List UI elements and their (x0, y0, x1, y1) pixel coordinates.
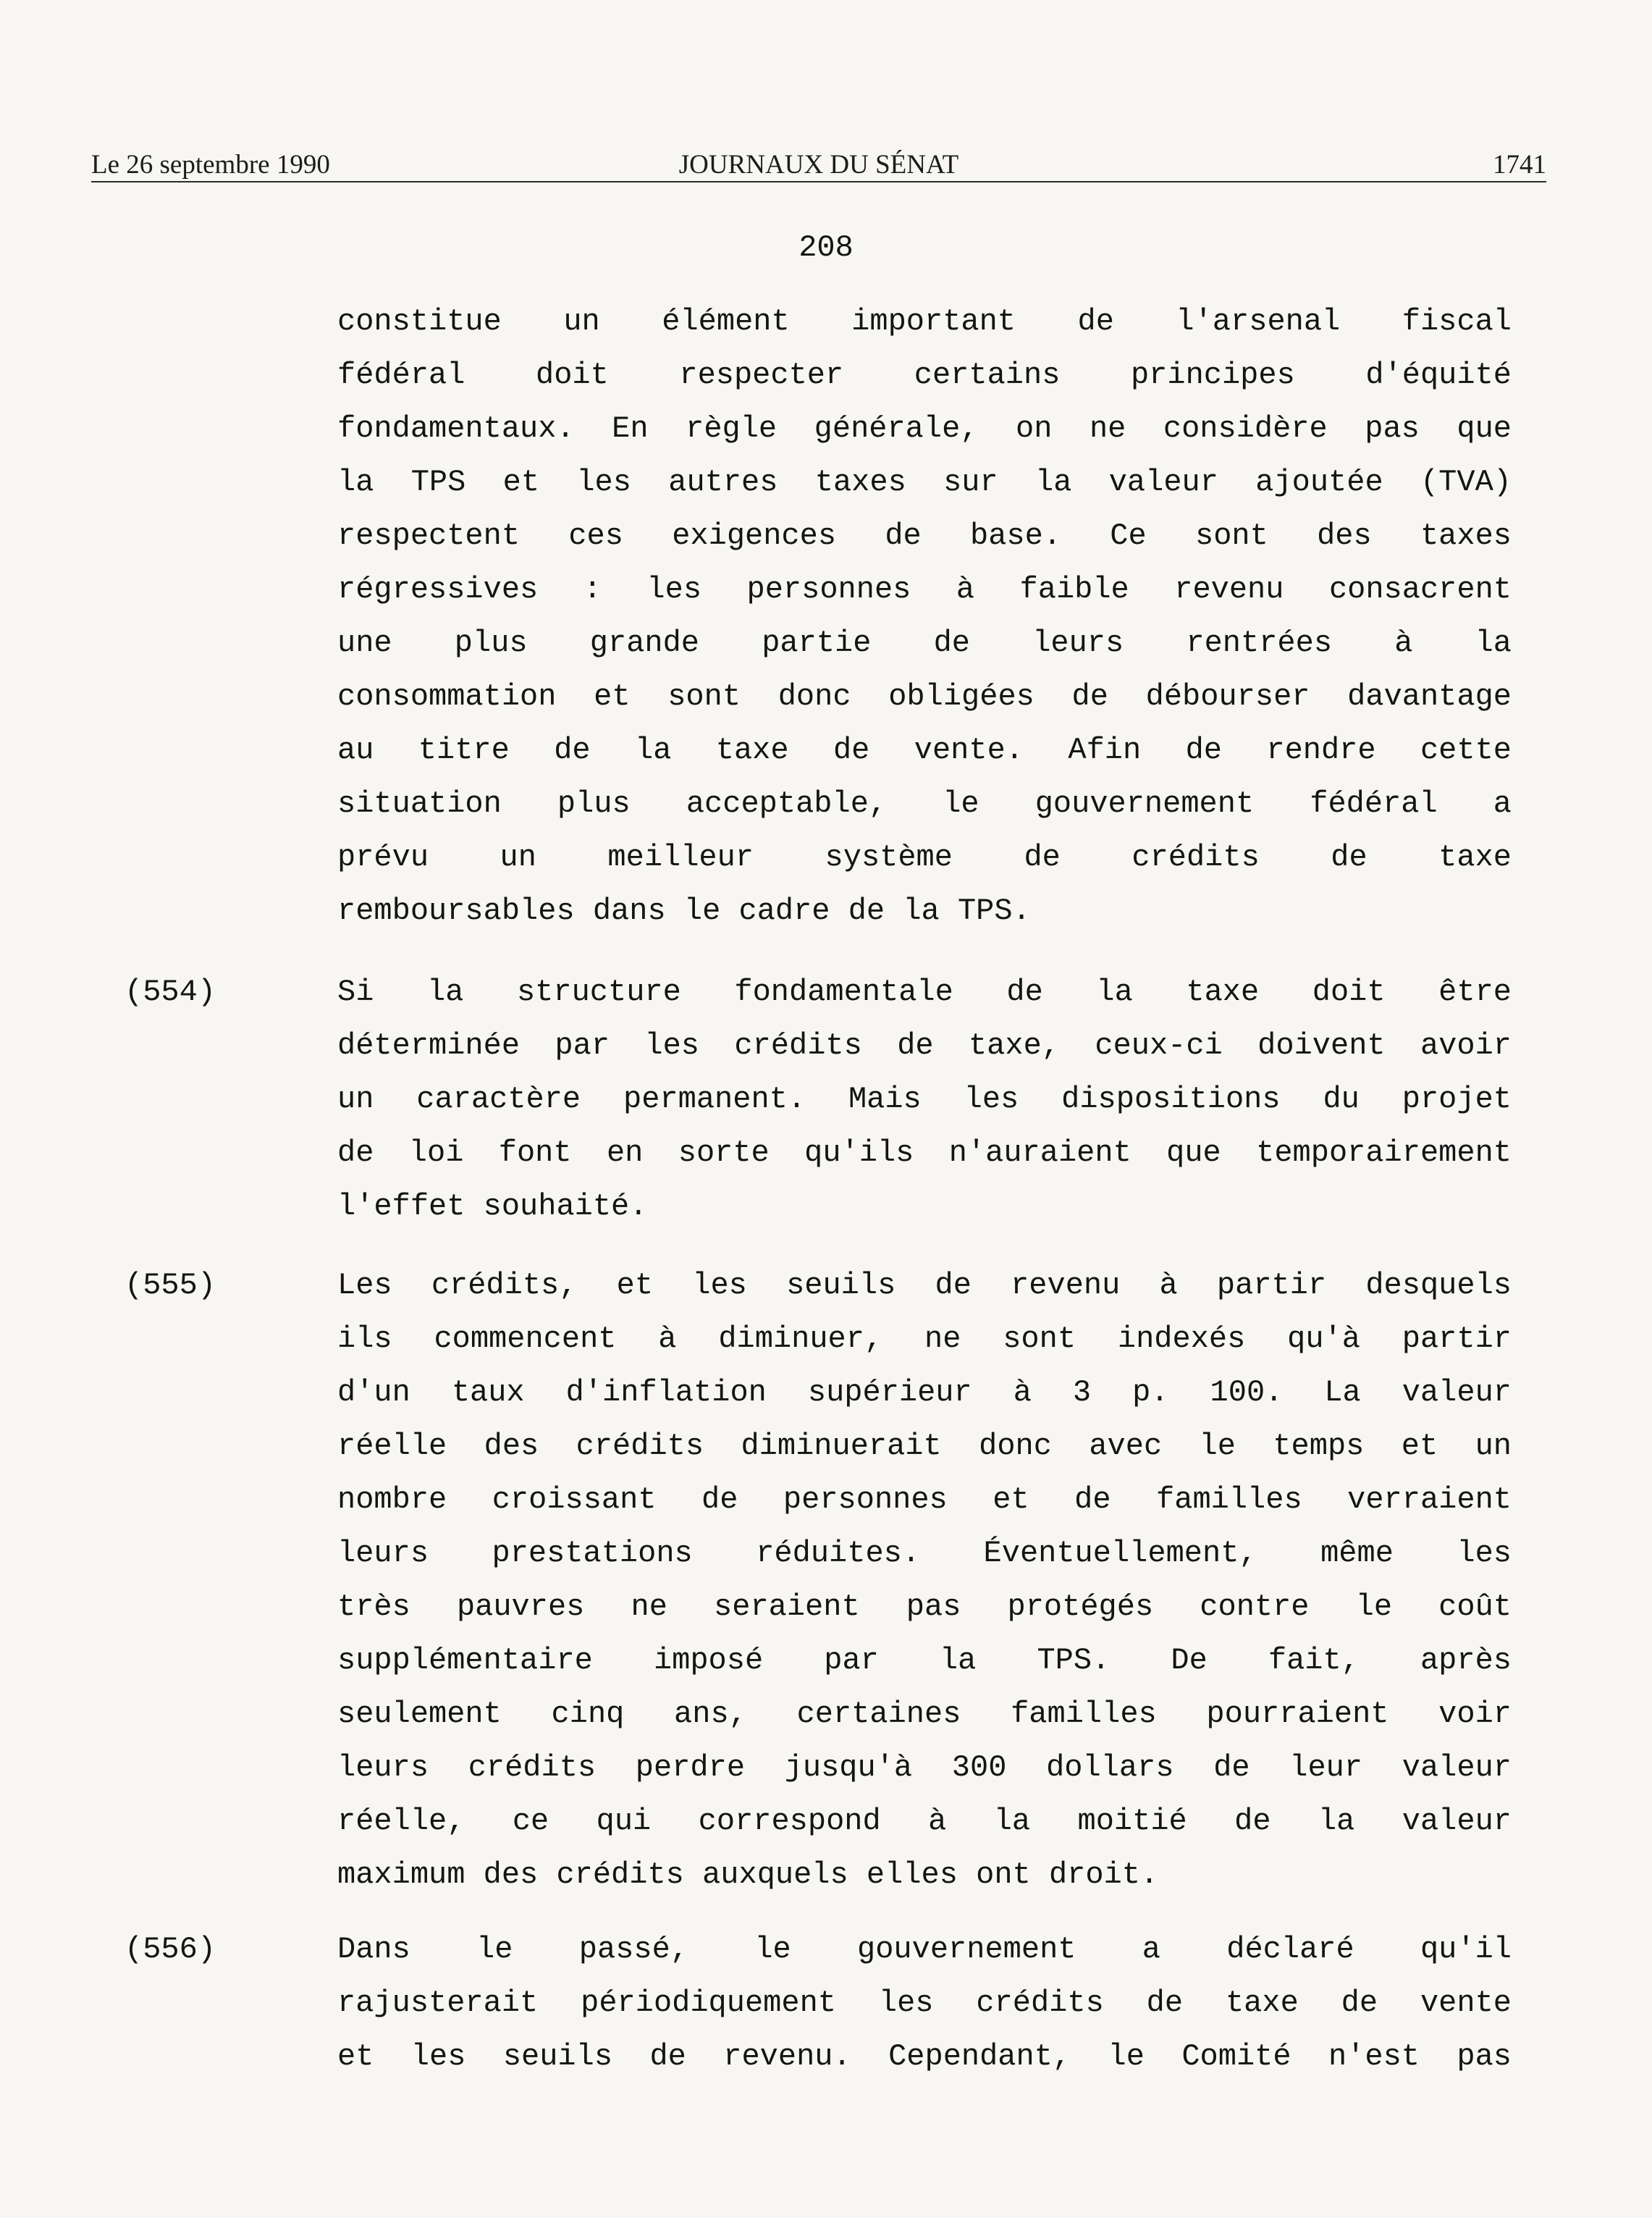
paragraph-556 (337, 1923, 1512, 2083)
text-line: Dans le passé, le gouvernement a déclaré qu'il (337, 1932, 1512, 1967)
text-line: seulement cinq ans, certaines familles pourraient voir (337, 1697, 1512, 1731)
text-line: réelle, ce qui correspond à la moitié de la valeur (337, 1804, 1512, 1839)
running-header (91, 142, 1546, 182)
text-line: remboursables dans le cadre de la TPS. (337, 894, 1031, 928)
text-line: très pauvres ne seraient pas protégés contre le coût (337, 1589, 1512, 1624)
text-line: l'effet souhaité. (337, 1189, 648, 1224)
paragraph-554 (337, 965, 1512, 1233)
text-line: constitue un élément important de l'arsenal fiscal (337, 304, 1512, 339)
text-line: de loi font en sorte qu'ils n'auraient que temporairement (337, 1135, 1512, 1170)
text-line: prévu un meilleur système de crédits de taxe (337, 840, 1512, 875)
paragraph-555 (337, 1259, 1512, 1902)
text-line: nombre croissant de personnes et de familles verraient (337, 1482, 1512, 1517)
text-line: une plus grande partie de leurs rentrées à la (337, 626, 1512, 660)
text-line: respectent ces exigences de base. Ce sont des taxes (337, 518, 1512, 553)
text-line: supplémentaire imposé par la TPS. De fait, après (337, 1643, 1512, 1678)
text-line: fédéral doit respecter certains principes d'équité (337, 358, 1512, 392)
text-line: la TPS et les autres taxes sur la valeur ajoutée (TVA) (337, 465, 1512, 500)
text-line: consommation et sont donc obligées de débourser davantage (337, 679, 1512, 714)
text-line: Si la structure fondamentale de la taxe doit être (337, 975, 1512, 1009)
text-line: ils commencent à diminuer, ne sont indexés qu'à partir (337, 1322, 1512, 1356)
text-line: maximum des crédits auxquels elles ont droit. (337, 1857, 1159, 1892)
text-line: un caractère permanent. Mais les dispositions du projet (337, 1082, 1512, 1117)
header-title: JOURNAUX DU SÉNAT (678, 150, 959, 180)
paragraph-number: (556) (125, 1932, 216, 1967)
paragraph-number: (555) (125, 1268, 216, 1303)
header-rule (91, 181, 1546, 182)
text-line: situation plus acceptable, le gouvernement fédéral a (337, 786, 1512, 821)
paragraph-number: (554) (125, 975, 216, 1009)
header-date: Le 26 septembre 1990 (91, 150, 330, 180)
text-line: régressives : les personnes à faible revenu consacrent (337, 572, 1512, 607)
text-line: leurs prestations réduites. Éventuellement, même les (337, 1536, 1512, 1571)
text-line: réelle des crédits diminuerait donc avec le temps et un (337, 1429, 1512, 1463)
header-page-number: 1741 (1493, 150, 1546, 180)
text-line: Les crédits, et les seuils de revenu à partir desquels (337, 1268, 1512, 1303)
text-line: leurs crédits perdre jusqu'à 300 dollars de leur valeur (337, 1750, 1512, 1785)
text-line: et les seuils de revenu. Cependant, le Comité n'est pas (337, 2039, 1512, 2074)
report-page-number: 208 (798, 230, 854, 265)
text-line: déterminée par les crédits de taxe, ceux-ci doivent avoir (337, 1028, 1512, 1063)
intro-paragraph (337, 295, 1512, 938)
text-line: au titre de la taxe de vente. Afin de rendre cette (337, 733, 1512, 768)
text-line: fondamentaux. En règle générale, on ne considère pas que (337, 411, 1512, 446)
text-line: d'un taux d'inflation supérieur à 3 p. 100. La valeur (337, 1375, 1512, 1410)
text-line: rajusterait périodiquement les crédits de taxe de vente (337, 1986, 1512, 2020)
